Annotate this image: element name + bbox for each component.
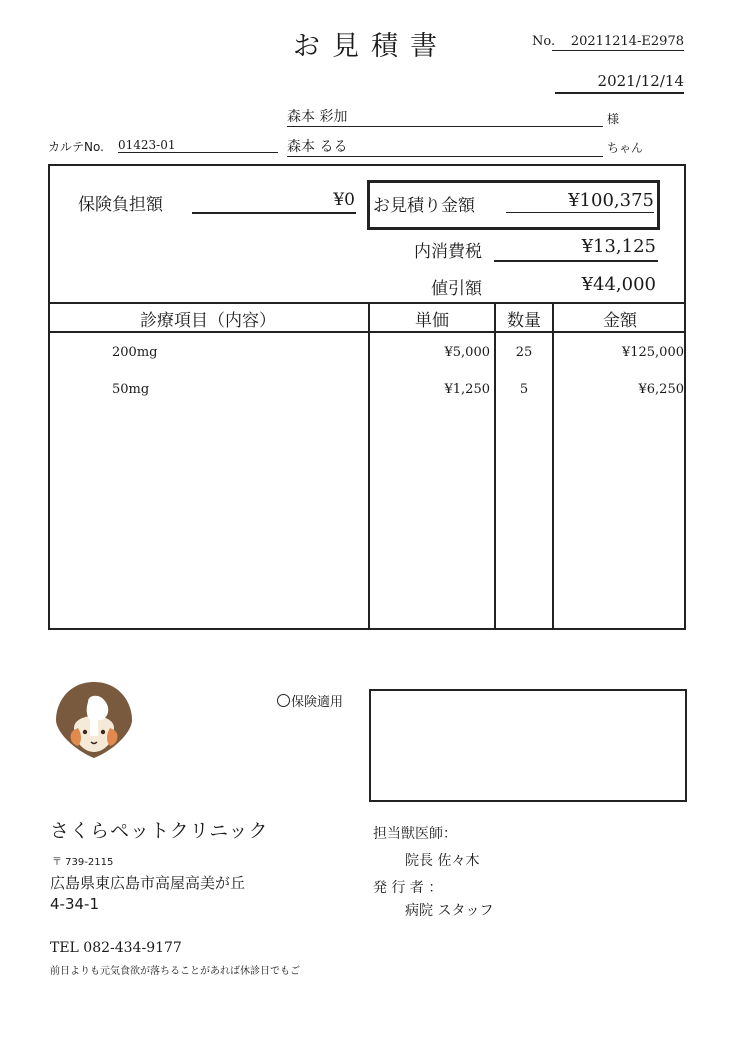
header-item: 診療項目（内容） [140, 311, 276, 331]
insurance-value: ¥0 [333, 190, 355, 210]
clinic-note: 前日よりも元気食欲が落ちることがあれば休診日でもご [50, 966, 300, 977]
clinic-postal: 〒 739-2115 [52, 857, 114, 868]
owner-suffix: 様 [607, 112, 620, 126]
estimate-date: 2021/12/14 [555, 72, 684, 94]
issuer-name: 病院 スタッフ [405, 903, 494, 919]
estimate-table [48, 164, 686, 630]
row-2-item: 50mg [112, 382, 150, 397]
insurance-radio-icon[interactable] [277, 694, 290, 707]
insurance-applicable-label: 保険適用 [291, 695, 344, 710]
chart-number-label: カルテNo. [48, 140, 104, 154]
estimate-total-value: ¥100,375 [568, 190, 654, 211]
owner-name: 森本 彩加 [287, 106, 603, 127]
table-header-divider [48, 331, 686, 333]
discount-value: ¥44,000 [581, 274, 656, 295]
clinic-logo-icon [54, 680, 134, 760]
row-1-item: 200mg [112, 345, 158, 360]
issuer-label: 発 行 者 ： [373, 880, 443, 896]
row-2-unit-price: ¥1,250 [444, 382, 490, 397]
document-title: お見積書 [293, 31, 449, 62]
header-quantity: 数量 [507, 311, 541, 331]
pet-name: 森本 るる [287, 136, 603, 157]
table-divider-top [48, 302, 686, 304]
row-2-amount: ¥6,250 [638, 382, 684, 397]
tax-value: ¥13,125 [581, 236, 656, 257]
insurance-underline [192, 212, 356, 214]
clinic-address-line1: 広島県東広島市高屋高美が丘 [50, 874, 246, 892]
tax-underline [494, 260, 658, 262]
chart-number: 01423-01 [118, 138, 278, 153]
estimate-number-label: No. [532, 34, 556, 49]
stamp-box [369, 689, 687, 802]
vet-label: 担当獣医師： [373, 826, 457, 842]
row-1-amount: ¥125,000 [621, 345, 684, 360]
header-amount: 金額 [603, 311, 637, 331]
row-2-quantity: 5 [519, 382, 529, 397]
pet-suffix: ちゃん [607, 141, 644, 155]
vet-name: 院長 佐々木 [405, 853, 480, 869]
header-unit-price: 単価 [415, 311, 449, 331]
estimate-total-underline [506, 212, 654, 213]
row-1-unit-price: ¥5,000 [444, 345, 490, 360]
clinic-address-line2: 4-34-1 [50, 895, 99, 913]
clinic-name: さくらペットクリニック [50, 820, 269, 842]
discount-label: 値引額 [431, 279, 482, 299]
clinic-tel: TEL 082-434-9177 [50, 940, 182, 956]
insurance-label: 保険負担額 [78, 195, 163, 215]
estimate-total-label: お見積り金額 [373, 196, 475, 216]
row-1-quantity: 25 [515, 345, 533, 360]
estimate-number: 20211214-E2978 [552, 34, 684, 51]
tax-label: 内消費税 [414, 242, 482, 262]
